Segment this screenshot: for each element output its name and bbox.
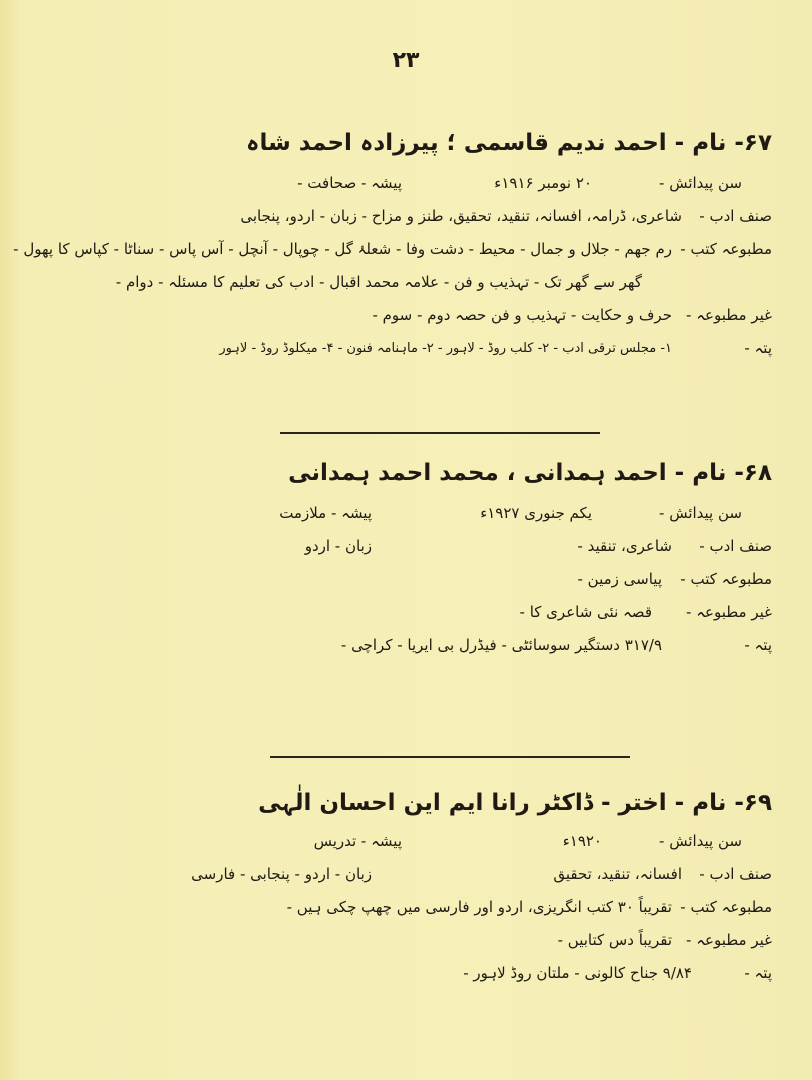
page-number: ۲۳ <box>392 48 420 73</box>
profession: پیشہ - صحافت - <box>297 174 402 192</box>
address-label: پتہ - <box>744 636 772 654</box>
published-row <box>70 566 772 599</box>
entry-68 <box>70 460 772 665</box>
genre-value: شاعری، ڈرامہ، افسانہ، تنقید، تحقیق، طنز و مزاح - زبان - اردو، پنجابی <box>240 207 682 225</box>
genre-label: صنف ادب - <box>699 537 772 555</box>
unpublished-label: غیر مطبوعہ - <box>686 603 772 621</box>
divider <box>270 756 630 758</box>
genre-row <box>70 533 772 566</box>
profession: پیشہ - ملازمت <box>279 504 372 522</box>
unpublished-label: غیر مطبوعہ - <box>686 931 772 949</box>
published-continued-row <box>70 269 772 302</box>
birth-value: ۲۰ نومبر ۱۹۱۶ء <box>494 174 592 192</box>
birth-label: سن پیدائش - <box>659 504 742 522</box>
genre-row <box>70 203 772 236</box>
published-value: رم جھم - جلال و جمال - محیط - دشت وفا - شعلۂ گل - چوپال - آنچل - آس پاس - سناٹا - کپاس کا پھول - <box>13 240 672 258</box>
published-value: پیاسی زمین - <box>577 570 662 588</box>
entry-title: ۶۹- نام - اختر - ڈاکٹر رانا ایم این احسان الٰہی <box>258 790 772 816</box>
birth-row <box>70 828 772 861</box>
birth-value: یکم جنوری ۱۹۲۷ء <box>480 504 592 522</box>
genre-row <box>70 861 772 894</box>
birth-value: ۱۹۲۰ء <box>562 832 602 850</box>
address-row <box>70 632 772 665</box>
entry-title: ۶۷- نام - احمد ندیم قاسمی ؛ پیرزادہ احمد شاہ <box>246 130 772 156</box>
published-label: مطبوعہ کتب - <box>680 898 772 916</box>
genre-label: صنف ادب - <box>699 207 772 225</box>
genre-value: شاعری، تنقید - <box>577 537 672 555</box>
published-label: مطبوعہ کتب - <box>680 240 772 258</box>
address-value: ۳۱۷/۹ دستگیر سوسائٹی - فیڈرل بی ایریا - کراچی - <box>340 636 662 654</box>
published-label: مطبوعہ کتب - <box>680 570 772 588</box>
published-row <box>70 894 772 927</box>
unpublished-row <box>70 927 772 960</box>
published-value: تقریباً ۳۰ کتب انگریزی، اردو اور فارسی میں چھپ چکی ہیں - <box>286 898 672 916</box>
address-label: پتہ - <box>744 964 772 982</box>
birth-row <box>70 500 772 533</box>
language: زبان - اردو - پنجابی - فارسی <box>191 865 372 883</box>
address-value: ۱- مجلس ترقی ادب - ۲- کلب روڈ - لاہور - ۲- ماہنامہ فنون - ۴- میکلوڈ روڈ - لاہور <box>219 341 672 356</box>
unpublished-label: غیر مطبوعہ - <box>686 306 772 324</box>
profession: پیشہ - تدریس <box>313 832 402 850</box>
unpublished-value: قصہ نئی شاعری کا - <box>519 603 652 621</box>
unpublished-value: حرف و حکایت - تہذیب و فن حصہ دوم - سوم - <box>372 306 672 324</box>
birth-label: سن پیدائش - <box>659 832 742 850</box>
entry-67 <box>13 130 772 368</box>
genre-value: افسانہ، تنقید، تحقیق <box>553 865 682 883</box>
divider <box>280 432 600 434</box>
unpublished-row <box>70 302 772 335</box>
published-row <box>13 236 772 269</box>
address-row <box>70 335 772 368</box>
unpublished-row <box>70 599 772 632</box>
address-label: پتہ - <box>744 339 772 357</box>
language: زبان - اردو <box>304 537 372 555</box>
birth-row <box>70 170 772 203</box>
address-row <box>70 960 772 993</box>
birth-label: سن پیدائش - <box>659 174 742 192</box>
entry-title: ۶۸- نام - احمد ہمدانی ، محمد احمد ہمدانی <box>288 460 772 486</box>
published-continued: گھر سے گھر تک - تہذیب و فن - علامہ محمد اقبال - ادب کی تعلیم کا مسئلہ - دوام - <box>115 273 642 291</box>
address-value: ۹/۸۴ جناح کالونی - ملتان روڈ لاہور - <box>463 964 692 982</box>
genre-label: صنف ادب - <box>699 865 772 883</box>
entry-69 <box>70 790 772 993</box>
unpublished-value: تقریباً دس کتابیں - <box>557 931 672 949</box>
